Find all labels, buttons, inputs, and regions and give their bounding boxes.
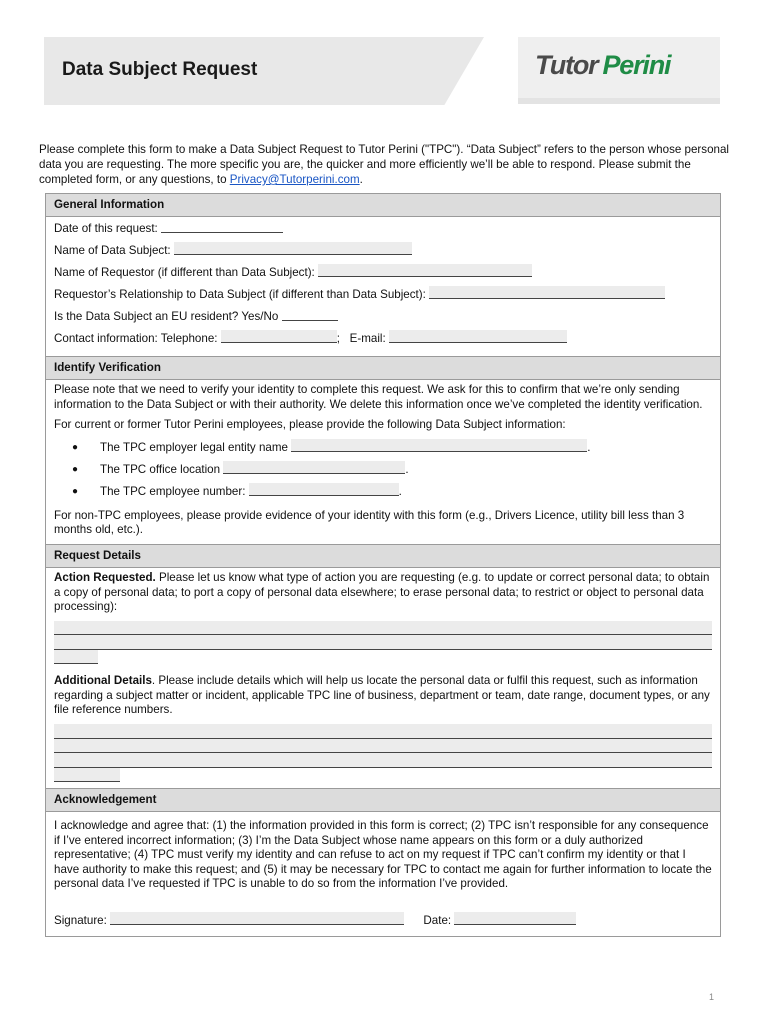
bullet-employer-entity: ● The TPC employer legal entity name . <box>54 437 712 459</box>
data-subject-name-field[interactable] <box>174 242 412 255</box>
action-requested-text: Action Requested. Please let us know what type of action you are requesting (e.g. to update or correct personal data; to obtain a copy of personal data; to port a copy of personal data elsewhere; to erase personal data; to restrict or object to personal data processing): <box>54 570 710 614</box>
relationship-field[interactable] <box>429 286 665 299</box>
section-heading-general: General Information <box>46 194 720 216</box>
bullet-employee-number: ● The TPC employee number: . <box>54 481 712 503</box>
email-field[interactable] <box>389 330 567 343</box>
section-general <box>46 216 720 356</box>
signature-date-field[interactable] <box>454 912 576 925</box>
data-subject-name-row: Name of Data Subject: <box>54 240 712 262</box>
acknowledgement-text: I acknowledge and agree that: (1) the information provided in this form is correct; (2) TPC isn’t responsible for any consequence if I’ve entered incorrect information; (3) I’m the Data Subject whose name appears on this form or a duly authorized representative; (4) TPC must verify my identity and can refuse to act on my request if TPC can’t confirm my identity or that I have authority to make this request; and (5) it may be necessary for TPC to contact me again for further information to locate the personal data I’ve requested if TPC is unable to do so from the information I’ve provided. <box>54 819 712 891</box>
bullet-icon: ● <box>72 441 79 453</box>
signature-row: Signature: Date: <box>54 910 712 932</box>
contact-row: Contact information: Telephone: ; E-mail: <box>54 328 712 350</box>
section-heading-verification: Identify Verification <box>46 356 720 379</box>
employee-instructions: For current or former Tutor Perini employees, please provide the following Data Subject information: <box>54 418 566 432</box>
page-number: 1 <box>709 992 715 1002</box>
privacy-email-link[interactable]: Privacy@Tutorperini.com <box>229 173 360 186</box>
bullet-office-location: ● The TPC office location . <box>54 459 712 481</box>
additional-details-text: Additional Details. Please include details which will help us locate the personal data or fulfil this request, such as information regarding a subject matter or incident, applicable TPC line of business, department or team, date range, document types, or any file reference numbers. <box>54 674 710 717</box>
requestor-name-row: Name of Requestor (if different than Data Subject): <box>54 262 712 284</box>
page-title: Data Subject Request <box>62 59 258 80</box>
section-heading-request: Request Details <box>46 544 720 567</box>
company-logo: Tutor Perini <box>535 50 671 80</box>
action-requested-field[interactable] <box>54 621 712 665</box>
section-verification <box>46 379 720 544</box>
verification-note: Please note that we need to verify your identity to complete this request. We ask for this to confirm that we’re only sending information to the Data Subject or with their authority. We delete this information once we’ve completed the identity verification. <box>54 383 703 411</box>
date-row: Date of this request: <box>54 218 712 240</box>
action-requested-title: Action Requested. <box>54 570 156 584</box>
section-heading-acknowledgement: Acknowledgement <box>46 788 720 811</box>
eu-resident-row: Is the Data Subject an EU resident? Yes/No <box>54 306 712 328</box>
additional-details-field[interactable] <box>54 724 712 782</box>
request-form <box>45 193 721 937</box>
date-field[interactable] <box>161 220 283 233</box>
additional-details-title: Additional Details <box>54 674 152 688</box>
signature-field[interactable] <box>110 912 404 925</box>
eu-resident-field[interactable] <box>282 308 338 321</box>
section-request <box>46 567 720 788</box>
intro-paragraph: Please complete this form to make a Data Subject Request to Tutor Perini ("TPC"). “Data Subject” refers to the person whose personal data you are requesting. The more specific you are, the quicker and more efficiently we’ll be able to respond. Please submit the completed form, or any questions, to Privacy@Tutorperini.com. <box>39 143 730 186</box>
bullet-icon: ● <box>72 463 79 475</box>
employee-number-field[interactable] <box>249 483 399 496</box>
non-employee-instructions: For non-TPC employees, please provide evidence of your identity with this form (e.g., Drivers Licence, utility bill less than 3 months old, etc.). <box>54 508 685 537</box>
relationship-row: Requestor’s Relationship to Data Subject (if different than Data Subject): <box>54 284 712 306</box>
telephone-field[interactable] <box>221 330 337 343</box>
office-location-field[interactable] <box>223 461 405 474</box>
employer-entity-field[interactable] <box>291 439 587 452</box>
section-acknowledgement <box>46 811 720 936</box>
requestor-name-field[interactable] <box>318 264 532 277</box>
bullet-icon: ● <box>72 485 79 497</box>
